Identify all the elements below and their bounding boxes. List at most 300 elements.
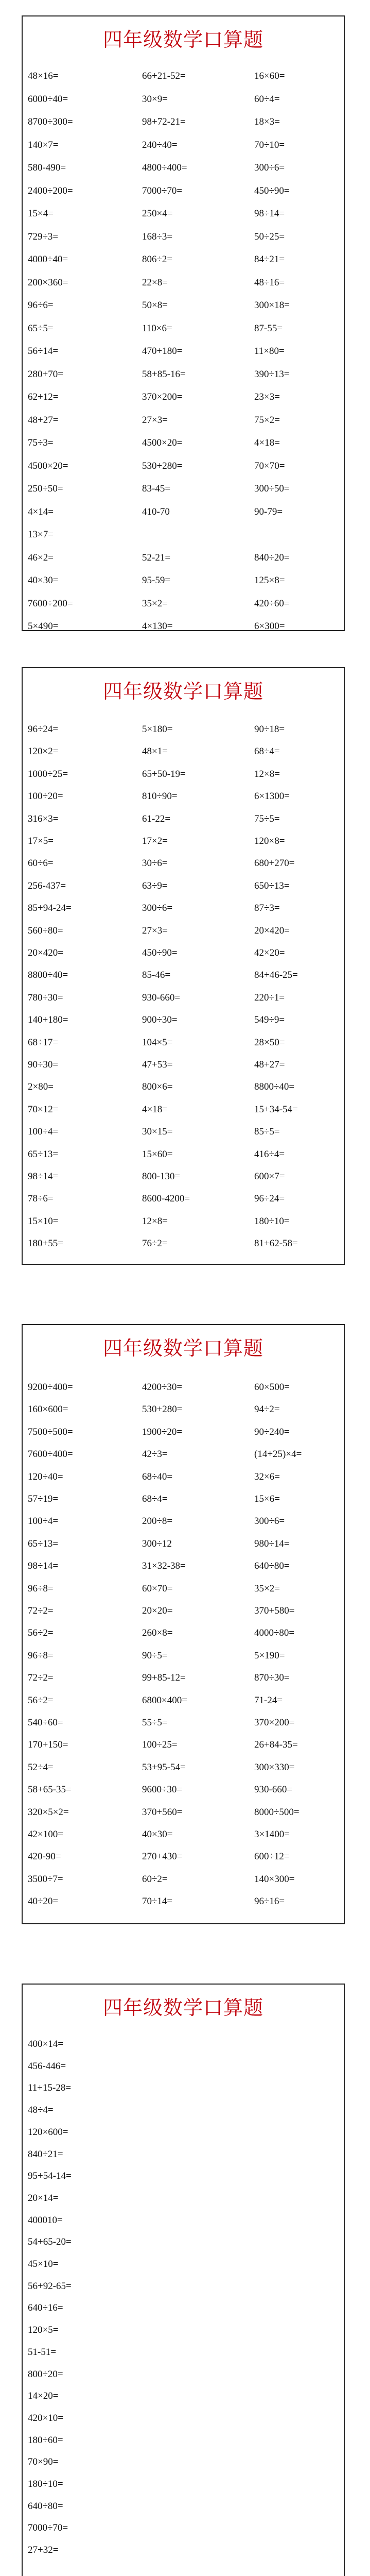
problem-item: 7600÷400= [28,1449,73,1460]
problem-item: 96÷16= [254,1896,285,1907]
problem-item: 96÷8= [28,1650,54,1661]
problem-item: 600×7= [254,1171,285,1182]
problem-item: 650÷13= [254,880,290,891]
problem-item: 104×5= [142,1037,173,1048]
problem-item: 15×4= [28,208,54,219]
problem-item: 7000÷70= [142,185,183,196]
problem-item: 75÷5= [254,813,280,824]
problem-item: 27+32= [28,2545,59,2556]
problem-item: 30×9= [142,93,168,105]
problem-item: 170+150= [28,1739,68,1751]
problem-item: 220÷1= [254,992,285,1003]
problem-row [23,1893,344,1910]
problem-item: 58+65-35= [28,1784,72,1795]
problem-item: 42÷3= [142,1449,168,1460]
problem-item: 420-90= [28,1851,61,1862]
problem-item: 4000÷80= [254,1628,295,1639]
worksheet-2 [22,667,345,1265]
problem-item: 48×1= [142,746,168,757]
problem-item: 65+50-19= [142,768,186,779]
problem-item: 3500÷7= [28,1873,63,1885]
problem-item: 11+15-28= [28,2082,72,2094]
problem-row [23,1759,344,1776]
problem-item: 9600÷30= [142,1784,183,1795]
problem-row [23,1558,344,1574]
problem-item: 8600-4200= [142,1193,190,1205]
problem-item: 780÷30= [28,992,63,1003]
problem-item: 98÷14= [254,208,285,219]
problem-item: 470+180= [142,346,183,357]
problem-item: 300×330= [254,1761,295,1773]
problem-row [23,1581,344,1597]
problem-item: 640÷80= [28,2500,63,2512]
problem-item: 95-59= [142,575,171,586]
problem-item: 30÷6= [142,858,168,869]
problem-row [23,481,344,497]
problem-item: 17×5= [28,836,54,846]
problem-item: 8800÷40= [28,970,68,981]
problem-item: 300÷6= [254,162,285,173]
problem-item: 98+72-21= [142,116,186,127]
problem-item: 5×190= [254,1650,285,1661]
problem-item: 12×8= [142,1215,168,1227]
problem-item: 4800÷400= [142,162,187,173]
problem-item: 31×32-38= [142,1561,186,1572]
problem-item: 70×70= [254,460,285,471]
problem-row [23,990,344,1006]
problem-item: 600÷12= [254,1851,290,1862]
problem-item: 140×7= [28,139,59,150]
problem-row [23,527,344,543]
problem-item: 250÷50= [28,483,63,494]
problem-row [23,572,344,589]
problem-item: 94÷2= [254,1404,280,1415]
problem-row [23,1737,344,1753]
problem-item: 280+70= [28,368,63,380]
problem-item: 55÷5= [142,1717,168,1728]
problem-row [23,2058,344,2075]
problem-row [23,2476,344,2493]
problem-row [23,945,344,961]
problem-row [23,1849,344,1865]
problem-item: 81+62-58= [254,1238,298,1249]
problem-item: 45×10= [28,2259,59,2269]
problem-item: 4×130= [142,621,173,632]
problem-item: 180+55= [28,1238,63,1249]
problem-item: 300×18= [254,300,290,311]
problem-item: 96÷6= [28,300,54,311]
problem-item: 640÷80= [254,1561,290,1572]
problem-item: 870÷30= [254,1672,290,1684]
problem-item: 84÷21= [254,254,285,265]
problem-item: 930-660= [254,1784,293,1795]
problem-row [23,1057,344,1073]
problem-item: 46×2= [28,552,54,563]
problem-row [23,504,344,520]
problem-item: 7000÷70= [28,2522,68,2534]
problem-item: 8000÷500= [254,1806,299,1818]
problem-item: 78÷6= [28,1193,54,1205]
problem-item: 95+54-14= [28,2171,72,2182]
problem-item: 27×3= [142,414,168,426]
problem-item: 47+53= [142,1059,173,1070]
problem-item: 61-22= [142,813,171,824]
problem-item: 84+46-25= [254,970,298,981]
problem-row [23,2080,344,2096]
problem-row [23,297,344,314]
problem-row [23,389,344,405]
problem-item: 810÷90= [142,791,178,802]
problem-row [23,743,344,760]
problem-row [23,435,344,451]
problem-item: 240÷40= [142,139,178,150]
problem-item: 1000÷25= [28,768,68,779]
problem-item: 53+95-54= [142,1761,186,1773]
problem-row [23,366,344,383]
problem-item: 17×2= [142,836,168,846]
problem-item: 370×200= [254,1717,295,1728]
problem-row [23,2212,344,2229]
problem-item: 4×18= [142,1104,168,1115]
worksheet-1 [22,15,345,631]
problem-item: 68÷17= [28,1037,59,1048]
problem-row [23,1871,344,1888]
problem-item: 1900÷20= [142,1426,183,1437]
problem-item: 60×500= [254,1382,290,1393]
problem-row [23,114,344,130]
problem-item: 12×8= [254,768,280,779]
problem-item: 4000÷40= [28,254,68,265]
problem-item: 100÷4= [28,1516,59,1527]
problem-item: 410-70 [142,506,170,517]
problem-item: 5×180= [142,724,173,735]
problem-item: 85-46= [142,970,171,981]
problem-row [23,1513,344,1530]
problem-item: 98÷14= [28,1561,59,1572]
problem-item: 99+85-12= [142,1672,186,1684]
problem-item: 52÷4= [28,1761,54,1773]
problem-row [23,923,344,939]
problem-item: 416÷4= [254,1148,285,1160]
problem-item: 48+27= [28,414,59,426]
problem-item: 300÷6= [254,1516,285,1527]
problem-item: 5×490= [28,621,59,632]
problem-item: 65÷5= [28,323,54,334]
problem-row [23,1446,344,1463]
problem-item: 68÷4= [254,746,280,757]
problem-item: 20×14= [28,2192,59,2204]
problem-item: 540÷60= [28,1717,63,1728]
problem-item: 23×3= [254,392,280,402]
problem-item: 180÷60= [28,2434,63,2446]
problem-item: 70×90= [28,2456,59,2468]
problem-row [23,550,344,566]
problem-item: 980÷14= [254,1538,290,1549]
problem-item: 20×20= [142,1605,173,1616]
problem-item: 450÷90= [142,947,178,958]
problem-item: 87-55= [254,323,283,334]
problem-row [23,137,344,154]
problem-item: 260×8= [142,1628,173,1639]
problem-row [23,878,344,894]
problem-item: 48×16= [28,71,59,81]
problem-item: 840÷20= [254,552,290,563]
problem-row [23,1401,344,1418]
problem-row [23,1625,344,1641]
problem-row [23,1213,344,1230]
problem-item: 76÷2= [142,1238,168,1249]
problem-item: 125×8= [254,575,285,586]
problem-item: 2400÷200= [28,185,73,196]
problem-item: 90-79= [254,506,283,517]
problem-item: 40×30= [28,575,59,586]
problem-row [23,68,344,84]
problem-item: 200÷8= [142,1516,173,1527]
problem-row [23,788,344,805]
problem-row [23,1235,344,1252]
problem-row [23,2256,344,2273]
problem-row [23,1079,344,1095]
problem-item: 90÷18= [254,724,285,735]
problem-item: 200×360= [28,277,68,288]
problem-item: 450÷90= [254,185,290,196]
problem-item: 140+180= [28,1014,68,1026]
problem-row [23,2498,344,2515]
problem-item: 8700÷300= [28,116,73,127]
problem-item: 120÷40= [28,1471,63,1482]
problem-row [23,1715,344,1731]
worksheet-title: 四年级数学口算题 [102,680,263,703]
problem-row [23,275,344,291]
problem-item: 42×100= [28,1829,63,1840]
problem-item: 4500×20= [142,437,183,448]
problem-row [23,183,344,199]
problem-item: 51-51= [28,2346,57,2358]
problem-item: 83-45= [142,483,171,494]
problem-row [23,320,344,337]
problem-item: 800÷20= [28,2368,63,2380]
problem-row [23,1469,344,1485]
problem-row [23,2234,344,2250]
problem-item: 40÷20= [28,1896,59,1907]
problem-row [23,1191,344,1207]
problem-item: 15×60= [142,1148,173,1160]
problem-row [23,412,344,429]
problem-item: 120×8= [254,836,285,846]
problem-row [23,458,344,474]
problem-item: 50×8= [142,300,168,311]
problem-item: 4200÷30= [142,1382,183,1393]
problem-row [23,900,344,917]
problem-item: 70÷10= [254,139,285,150]
problem-row [23,2322,344,2338]
problem-item: 370+580= [254,1605,295,1616]
problem-item: 250×4= [142,208,173,219]
problem-item: 370×200= [142,392,183,402]
problem-item: 640÷16= [28,2302,63,2314]
problem-row [23,2190,344,2207]
problem-item: 96÷8= [28,1583,54,1594]
problem-item: 65÷13= [28,1538,59,1549]
problem-item: 26+84-35= [254,1739,298,1751]
problem-item: 15+34-54= [254,1104,298,1115]
problem-item: 60÷4= [254,93,280,105]
problem-item: 56÷2= [28,1694,54,1706]
problem-item: 180÷10= [28,2479,63,2489]
problem-item: 66+21-52= [142,71,186,81]
problem-item: 63÷9= [142,880,168,891]
problem-item: 390÷13= [254,368,290,380]
problem-row [23,721,344,738]
problem-item: 270+430= [142,1851,183,1862]
problem-item: 48+27= [254,1059,285,1070]
problem-item: 20×420= [254,925,290,936]
problem-item: 68÷4= [142,1494,168,1504]
problem-item: 57÷19= [28,1494,59,1504]
problem-item: 300÷6= [142,903,173,914]
problem-item: 560÷80= [28,925,63,936]
problem-row [23,2344,344,2361]
problem-item: 96÷24= [254,1193,285,1205]
problem-row [23,1536,344,1552]
problem-row [23,2168,344,2184]
problem-item: 420÷60= [254,598,290,609]
problem-item: 100÷25= [142,1739,178,1751]
problem-item: 96÷24= [28,724,59,735]
worksheet-3 [22,1324,345,1924]
problem-row [23,343,344,360]
problem-item: 120×5= [28,2325,59,2336]
problem-row [23,2410,344,2427]
problem-row [23,833,344,850]
problem-item: 85+94-24= [28,903,72,914]
problem-row [23,206,344,222]
problem-item: 100÷20= [28,791,63,802]
problem-row [23,2124,344,2141]
problem-item: 6000÷40= [28,93,68,105]
problem-item: 70÷14= [142,1896,173,1907]
problem-item: 7500÷500= [28,1426,73,1437]
problem-item: 72÷2= [28,1672,54,1684]
problem-item: 60÷6= [28,858,54,869]
problem-item: 160×600= [28,1404,68,1415]
problem-item: 530+280= [142,1404,183,1415]
problem-item: 62+12= [28,392,59,402]
problem-item: 56÷2= [28,1628,54,1639]
problem-item: 4500×20= [28,460,68,471]
worksheet-title: 四年级数学口算题 [102,1337,263,1360]
problem-item: 6800×400= [142,1694,187,1706]
problem-item: 930-660= [142,992,181,1003]
problem-item: 400010= [28,2214,63,2226]
problem-row [23,2432,344,2449]
problem-row [23,2366,344,2383]
problem-row [23,967,344,984]
problem-item: 580-490= [28,162,66,173]
worksheet-title: 四年级数学口算题 [102,1996,263,2019]
problem-row [23,1603,344,1619]
problem-item: 168÷3= [142,231,173,242]
problem-item: 4×18= [254,437,280,448]
problem-row [23,1168,344,1185]
problem-item: 98÷14= [28,1171,59,1182]
problem-item: 14×20= [28,2391,59,2402]
problem-item: 729÷3= [28,231,59,242]
problem-row [23,2036,344,2053]
problem-item: 256-437= [28,880,66,891]
problem-row [23,2542,344,2558]
problem-item: 35×2= [142,598,168,609]
problem-item: 680+270= [254,858,295,869]
problem-row [23,1146,344,1163]
problem-row [23,2454,344,2470]
problem-row [23,1379,344,1396]
problem-item: 800×6= [142,1081,173,1093]
problem-item: 320×5×2= [28,1806,69,1818]
problem-item: 32×6= [254,1471,280,1482]
problem-item: 180÷10= [254,1215,290,1227]
problem-row [23,1101,344,1118]
problem-row [23,2300,344,2316]
problem-item: 65÷13= [28,1148,59,1160]
problem-row [23,766,344,783]
problem-item: 70×12= [28,1104,59,1115]
problem-item: 120×600= [28,2126,68,2138]
problem-item: 20×420= [28,947,63,958]
problem-item: 30×15= [142,1126,173,1138]
problem-item: 900÷30= [142,1014,178,1026]
problem-row [23,2146,344,2163]
problem-item: 420×10= [28,2412,63,2424]
problem-row [23,1826,344,1843]
problem-row [23,2278,344,2295]
problem-item: 400×14= [28,2039,63,2049]
problem-item: 806÷2= [142,254,173,265]
problem-item: 6×1300= [254,791,290,802]
problem-item: 56+92-65= [28,2280,72,2292]
problem-item: 4×14= [28,506,54,517]
problem-row [23,1648,344,1664]
problem-item: 15×10= [28,1215,59,1227]
worksheet-title: 四年级数学口算题 [102,28,263,51]
problem-item: 48÷16= [254,277,285,288]
problem-item: 22×8= [142,277,168,288]
problem-item: 60÷2= [142,1873,168,1885]
problem-row [23,596,344,612]
problem-item: 370+560= [142,1806,183,1818]
problem-row [23,811,344,827]
problem-row [23,1804,344,1821]
problem-row [23,1692,344,1709]
problem-row [23,1012,344,1028]
problem-item: 11×80= [254,346,285,357]
problem-item: 18×3= [254,116,280,127]
problem-item: 800-130= [142,1171,181,1182]
problem-item: 13×7= [28,529,54,540]
problem-row [23,251,344,268]
problem-item: 316×3= [28,813,59,824]
problem-row [23,2102,344,2119]
problem-item: 54+65-20= [28,2236,72,2248]
problem-item: 90÷30= [28,1059,59,1070]
problem-item: 58+85-16= [142,368,186,380]
problem-item: 56÷14= [28,346,59,357]
problem-item: 7600÷200= [28,598,73,609]
worksheet-4 [22,1984,345,2576]
problem-item: 8800÷40= [254,1081,295,1093]
problem-item: 68÷40= [142,1471,173,1482]
problem-item: 840÷21= [28,2148,63,2160]
